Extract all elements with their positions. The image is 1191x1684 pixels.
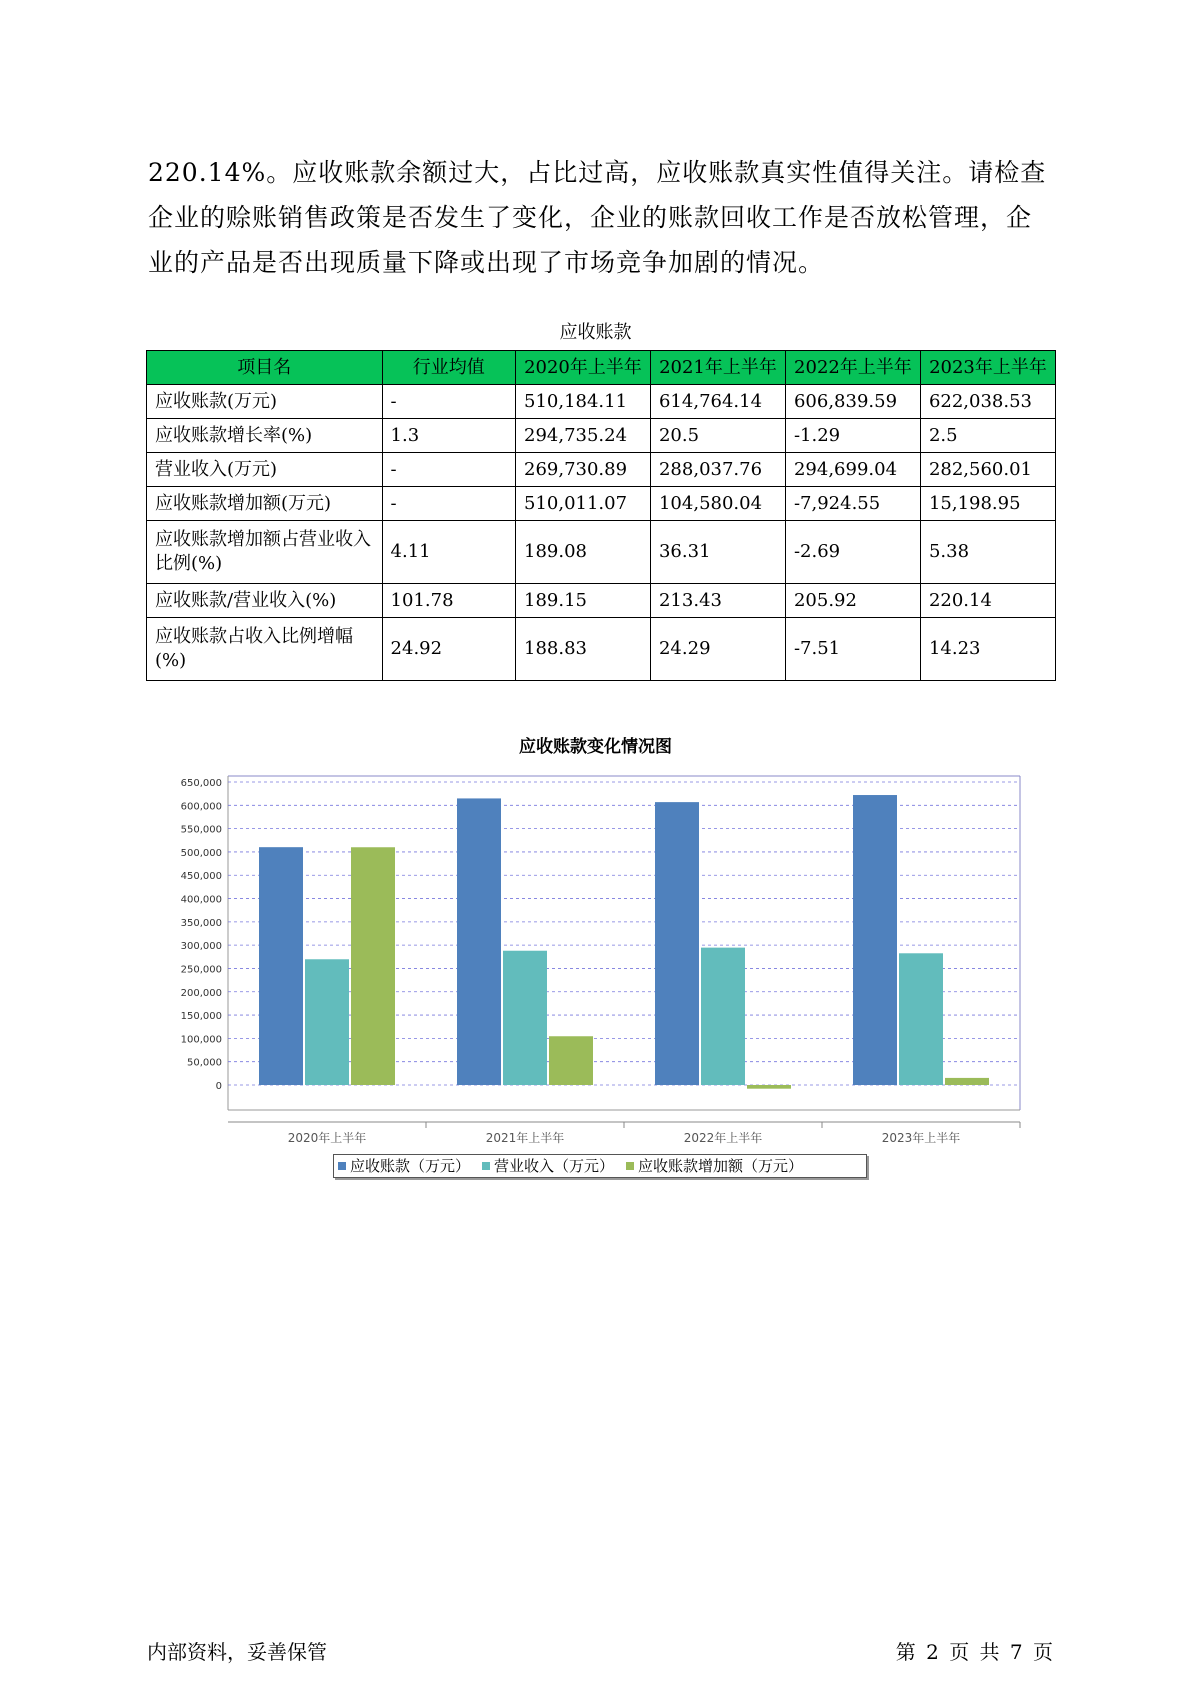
table-cell: 294,699.04 bbox=[785, 453, 920, 487]
y-tick-label: 100,000 bbox=[180, 1034, 222, 1046]
table-cell: - bbox=[382, 487, 515, 521]
header-cell: 2022年上半年 bbox=[785, 351, 920, 385]
body-paragraph: 220.14%。应收账款余额过大，占比过高，应收账款真实性值得关注。请检查企业的赊账销售政策是否发生了变化，企业的账款回收工作是否放松管理，企业的产品是否出现质量下降或出现了市场竞争加剧的情况。 bbox=[148, 158, 1047, 277]
y-tick-label: 200,000 bbox=[180, 987, 222, 999]
table-row bbox=[147, 419, 1056, 453]
bar bbox=[701, 948, 745, 1085]
table-row bbox=[147, 618, 1056, 681]
x-tick-label: 2023年上半年 bbox=[881, 1131, 961, 1145]
legend-swatch-revenue bbox=[482, 1162, 490, 1170]
table-cell: 269,730.89 bbox=[516, 453, 651, 487]
bar bbox=[899, 953, 943, 1085]
table-cell: 应收账款增长率(%) bbox=[147, 419, 383, 453]
table-cell: 应收账款增加额占营业收入比例(%) bbox=[147, 521, 383, 584]
table-cell: 1.3 bbox=[382, 419, 515, 453]
table-cell: 294,735.24 bbox=[516, 419, 651, 453]
table-cell: 101.78 bbox=[382, 584, 515, 618]
legend-item bbox=[482, 1154, 614, 1178]
table-cell: 510,011.07 bbox=[516, 487, 651, 521]
table-cell: 36.31 bbox=[650, 521, 785, 584]
table-cell: 622,038.53 bbox=[920, 385, 1055, 419]
table-cell: 营业收入(万元) bbox=[147, 453, 383, 487]
table-cell: 应收账款增加额(万元) bbox=[147, 487, 383, 521]
chart-title: 应收账款变化情况图 bbox=[519, 737, 672, 757]
chart-legend bbox=[333, 1154, 867, 1178]
table-cell: 614,764.14 bbox=[650, 385, 785, 419]
table-cell: -7,924.55 bbox=[785, 487, 920, 521]
table-row bbox=[147, 487, 1056, 521]
legend-item bbox=[338, 1154, 470, 1178]
y-tick-label: 550,000 bbox=[180, 824, 222, 836]
bar bbox=[457, 798, 501, 1085]
table-cell: 14.23 bbox=[920, 618, 1055, 681]
legend-label: 应收账款（万元） bbox=[350, 1157, 471, 1175]
table-cell: 15,198.95 bbox=[920, 487, 1055, 521]
footer-page-number: 第 2 页 共 7 页 bbox=[895, 1640, 1053, 1664]
y-tick-label: 600,000 bbox=[180, 801, 222, 813]
receivables-bar-chart bbox=[0, 760, 1191, 1150]
table-cell: -2.69 bbox=[785, 521, 920, 584]
y-tick-label: 50,000 bbox=[187, 1057, 222, 1069]
y-tick-label: 300,000 bbox=[180, 941, 222, 953]
table-cell: -7.51 bbox=[785, 618, 920, 681]
table-cell: 213.43 bbox=[650, 584, 785, 618]
y-tick-label: 0 bbox=[215, 1081, 222, 1092]
table-cell: - bbox=[382, 385, 515, 419]
footer-confidential-note: 内部资料，妥善保管 bbox=[147, 1640, 327, 1664]
table-cell: 288,037.76 bbox=[650, 453, 785, 487]
table-cell: 应收账款/营业收入(%) bbox=[147, 584, 383, 618]
table-cell: -1.29 bbox=[785, 419, 920, 453]
header-cell: 项目名 bbox=[147, 351, 383, 385]
table-cell: 606,839.59 bbox=[785, 385, 920, 419]
table-cell: 510,184.11 bbox=[516, 385, 651, 419]
table-cell: 24.92 bbox=[382, 618, 515, 681]
header-cell: 2020年上半年 bbox=[516, 351, 651, 385]
table-cell: 20.5 bbox=[650, 419, 785, 453]
bar bbox=[351, 847, 395, 1085]
bar bbox=[945, 1078, 989, 1085]
table-cell: 应收账款(万元) bbox=[147, 385, 383, 419]
table-cell: 205.92 bbox=[785, 584, 920, 618]
bar bbox=[655, 802, 699, 1085]
table-row bbox=[147, 584, 1056, 618]
bar bbox=[259, 847, 303, 1085]
header-cell: 行业均值 bbox=[382, 351, 515, 385]
bar bbox=[503, 951, 547, 1085]
table-cell: 104,580.04 bbox=[650, 487, 785, 521]
table-cell: 应收账款占收入比例增幅(%) bbox=[147, 618, 383, 681]
table-header-row bbox=[147, 351, 1056, 385]
bar bbox=[747, 1085, 791, 1089]
header-cell: 2023年上半年 bbox=[920, 351, 1055, 385]
table-cell: 189.08 bbox=[516, 521, 651, 584]
y-tick-label: 350,000 bbox=[180, 917, 222, 929]
y-tick-label: 500,000 bbox=[180, 847, 222, 859]
legend-swatch-receivables bbox=[338, 1162, 346, 1170]
y-tick-label: 150,000 bbox=[180, 1011, 222, 1023]
x-tick-label: 2020年上半年 bbox=[287, 1131, 367, 1145]
table-cell: 189.15 bbox=[516, 584, 651, 618]
x-tick-label: 2021年上半年 bbox=[485, 1131, 565, 1145]
table-cell: - bbox=[382, 453, 515, 487]
table-cell: 4.11 bbox=[382, 521, 515, 584]
bar bbox=[305, 959, 349, 1085]
table-row bbox=[147, 521, 1056, 584]
legend-label: 应收账款增加额（万元） bbox=[638, 1157, 804, 1175]
table-cell: 188.83 bbox=[516, 618, 651, 681]
legend-swatch-increase bbox=[626, 1162, 634, 1170]
legend-item bbox=[626, 1154, 803, 1178]
y-tick-label: 450,000 bbox=[180, 871, 222, 883]
x-tick-label: 2022年上半年 bbox=[683, 1131, 763, 1145]
table-row bbox=[147, 385, 1056, 419]
table-cell: 24.29 bbox=[650, 618, 785, 681]
table-row bbox=[147, 453, 1056, 487]
table-cell: 5.38 bbox=[920, 521, 1055, 584]
legend-label: 营业收入（万元） bbox=[494, 1157, 615, 1175]
bar bbox=[549, 1036, 593, 1085]
table-cell: 220.14 bbox=[920, 584, 1055, 618]
y-tick-label: 650,000 bbox=[180, 778, 222, 789]
bar bbox=[853, 795, 897, 1085]
y-tick-label: 400,000 bbox=[180, 894, 222, 906]
table-cell: 282,560.01 bbox=[920, 453, 1055, 487]
table-cell: 2.5 bbox=[920, 419, 1055, 453]
y-tick-label: 250,000 bbox=[180, 964, 222, 976]
header-cell: 2021年上半年 bbox=[650, 351, 785, 385]
receivables-table bbox=[146, 350, 1056, 681]
table-title: 应收账款 bbox=[559, 322, 632, 343]
